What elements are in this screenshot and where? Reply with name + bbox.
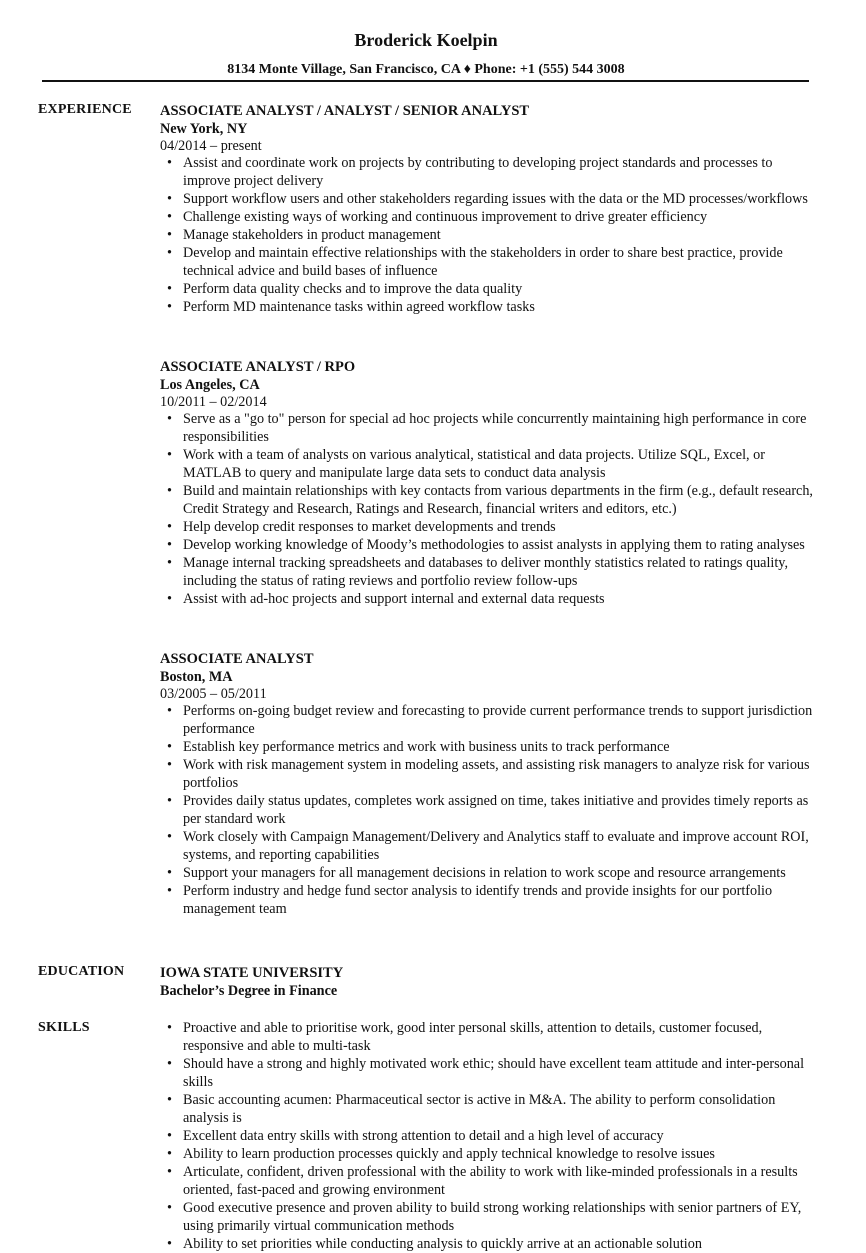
skills-list [160,1019,820,1253]
skill-item: • Basic accounting acumen: Pharmaceutical sector is active in M&A. The ability to perform consolidation analysis is [183,1091,820,1127]
job-location: New York, NY [160,121,248,137]
job-bullet: • Provides daily status updates, completes work assigned on time, takes initiative and provides timely reports as per standard work [183,792,820,828]
job-bullet: • Challenge existing ways of working and continuous improvement to drive greater efficiency [183,208,820,226]
job-dates: 03/2005 – 05/2011 [160,686,267,702]
job-bullet: • Work with a team of analysts on various analytical, statistical and data projects. Utilize SQL, Excel, or MATLAB to query and manipulate large data sets to conduct data analysis [183,446,820,482]
job-bullet: • Work with risk management system in modeling assets, and assisting risk managers to analyze risk for various portfolios [183,756,820,792]
skills-heading: SKILLS [38,1020,90,1035]
job-bullet-list [160,702,820,918]
job-bullet: • Build and maintain relationships with key contacts from various departments in the firm (e.g., default research, Credit Strategy and Research, Ratings and Research, financial writers and editors, etc.) [183,482,820,518]
job-entry [160,650,820,918]
job-title: ASSOCIATE ANALYST [160,651,314,667]
job-entry [160,102,820,316]
job-bullet: • Develop working knowledge of Moody’s methodologies to assist analysts in applying them to rating analyses [183,536,820,554]
job-location: Los Angeles, CA [160,377,260,393]
job-bullet: • Support workflow users and other stakeholders regarding issues with the data or the MD processes/workflows [183,190,820,208]
education-heading: EDUCATION [38,964,125,979]
job-bullet-list [160,154,820,316]
school-name: IOWA STATE UNIVERSITY [160,965,344,981]
job-bullet-list [160,410,820,608]
job-bullet: • Perform data quality checks and to improve the data quality [183,280,820,298]
degree: Bachelor’s Degree in Finance [160,983,338,999]
job-entry [160,358,820,608]
skills-entry [160,1019,820,1253]
job-location: Boston, MA [160,669,233,685]
job-title: ASSOCIATE ANALYST / ANALYST / SENIOR ANALYST [160,103,530,119]
job-bullet: • Performs on-going budget review and forecasting to provide current performance trends to support jurisdiction performance [183,702,820,738]
candidate-name: Broderick Koelpin [354,30,498,50]
skill-item: • Should have a strong and highly motivated work ethic; should have excellent team attitude and inter-personal skills [183,1055,820,1091]
skill-item: • Excellent data entry skills with strong attention to detail and a high level of accuracy [183,1127,820,1145]
job-bullet: • Manage stakeholders in product management [183,226,820,244]
contact-line: 8134 Monte Village, San Francisco, CA ♦ Phone: +1 (555) 544 3008 [227,62,625,77]
job-bullet: • Serve as a "go to" person for special ad hoc projects while concurrently maintaining high performance in core responsibilities [183,410,820,446]
skill-item: • Good executive presence and proven ability to build strong working relationships with senior partners of EY, using primarily virtual communication methods [183,1199,820,1235]
job-dates: 04/2014 – present [160,138,262,154]
job-bullet: • Perform MD maintenance tasks within agreed workflow tasks [183,298,820,316]
education-entry [160,964,820,1000]
job-bullet: • Manage internal tracking spreadsheets and databases to deliver monthly statistics related to ratings quality, including the status of rating reviews and portfolio review follow-ups [183,554,820,590]
job-bullet: • Help develop credit responses to market developments and trends [183,518,820,536]
skill-item: • Ability to learn production processes quickly and apply technical knowledge to resolve issues [183,1145,820,1163]
job-title: ASSOCIATE ANALYST / RPO [160,359,356,375]
skill-item: • Ability to set priorities while conducting analysis to quickly arrive at an actionable solution [183,1235,820,1253]
experience-heading: EXPERIENCE [38,102,132,117]
job-bullet: • Work closely with Campaign Management/Delivery and Analytics staff to evaluate and improve account ROI, systems, and reporting capabilities [183,828,820,864]
job-dates: 10/2011 – 02/2014 [160,394,267,410]
skill-item: • Articulate, confident, driven professional with the ability to work with like-minded professionals in a results oriented, fast-paced and growing environment [183,1163,820,1199]
skill-item: • Proactive and able to prioritise work, good inter personal skills, attention to details, customer focused, responsive and able to multi-task [183,1019,820,1055]
job-bullet: • Perform industry and hedge fund sector analysis to identify trends and provide insights for our portfolio management team [183,882,820,918]
job-bullet: • Establish key performance metrics and work with business units to track performance [183,738,820,756]
job-bullet: • Support your managers for all management decisions in relation to work scope and resource arrangements [183,864,820,882]
job-bullet: • Assist with ad-hoc projects and support internal and external data requests [183,590,820,608]
job-bullet: • Develop and maintain effective relationships with the stakeholders in order to share best practice, provide technical advice and build bases of influence [183,244,820,280]
header-divider [42,80,809,82]
job-bullet: • Assist and coordinate work on projects by contributing to developing project standards and processes to improve project delivery [183,154,820,190]
